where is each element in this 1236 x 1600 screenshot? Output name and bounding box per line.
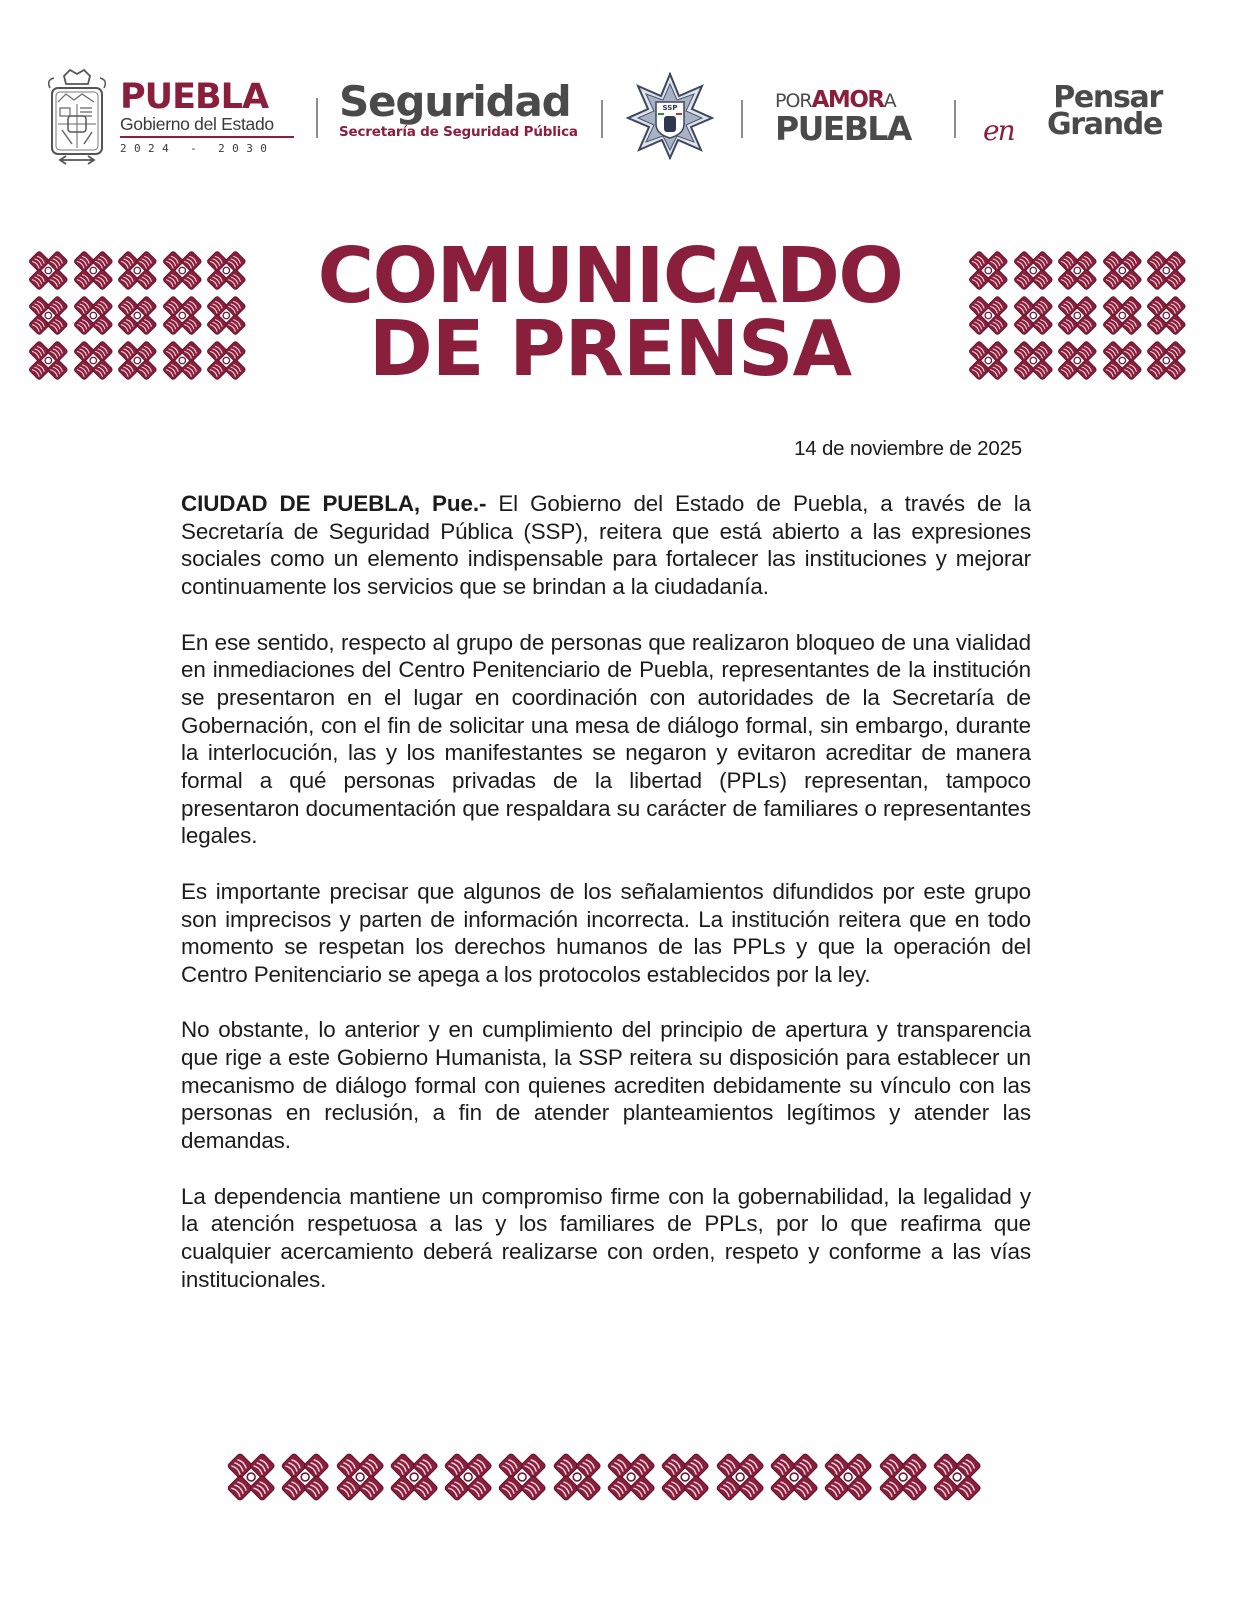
logo-a: A: [883, 90, 897, 112]
paragraph-2: En ese sentido, respecto al grupo de personas que realizaron bloqueo de una vialidad en inmediaciones del Centro Penitenciario de Puebla, representantes de la institución se presentaron en el lugar en coordinación con autoridades de la Secretaría de Gobernación, con el fin de solicitar una mesa de diálogo formal, sin embargo, durante la interlocución, las y los manifestantes se negaron y evitaron acreditar de manera formal a qué personas privadas de la libertad (PPLs) representan, tampoco presentaron documentación que respaldara su carácter de familiares o representantes legales.: [181, 629, 1031, 849]
seguridad-logo: [339, 77, 578, 140]
divider: [316, 98, 318, 138]
seguridad-subtitle: Secretaría de Seguridad Pública: [339, 124, 578, 140]
logo-rule: [120, 136, 294, 138]
embroidery-motif-icon: [115, 248, 160, 293]
title-line-2: DE PRENSA: [368, 305, 852, 394]
logo-subtitle: Gobierno del Estado: [120, 114, 274, 134]
embroidery-motif-icon: [1144, 338, 1189, 383]
embroidery-motif-icon: [26, 338, 71, 383]
embroidery-motif-icon: [821, 1449, 875, 1505]
divider: [954, 100, 956, 138]
embroidery-pattern-right: [966, 248, 1189, 383]
divider: [741, 100, 743, 138]
embroidery-motif-icon: [441, 1449, 495, 1505]
state-crest-icon: [44, 66, 110, 172]
embroidery-motif-icon: [71, 293, 116, 338]
embroidery-motif-icon: [1100, 293, 1145, 338]
dateline: CIUDAD DE PUEBLA, Pue.-: [181, 491, 487, 516]
title-line-1: COMUNICADO: [317, 232, 903, 321]
embroidery-motif-icon: [278, 1449, 332, 1505]
embroidery-motif-icon: [767, 1449, 821, 1505]
press-release-body: [181, 490, 1031, 1321]
embroidery-motif-icon: [1011, 248, 1056, 293]
seguridad-title: Seguridad: [339, 77, 571, 126]
embroidery-motif-icon: [71, 338, 116, 383]
embroidery-motif-icon: [1055, 293, 1100, 338]
embroidery-motif-icon: [204, 248, 249, 293]
embroidery-motif-icon: [1055, 338, 1100, 383]
embroidery-motif-icon: [333, 1449, 387, 1505]
puebla-government-logo: [120, 77, 294, 155]
embroidery-motif-icon: [930, 1449, 984, 1505]
logo-pensar: Pensar: [1053, 80, 1162, 115]
logo-grande: Grande: [1046, 107, 1162, 142]
embroidery-pattern-bottom: [224, 1449, 984, 1505]
svg-text:SSP: SSP: [662, 104, 678, 112]
embroidery-motif-icon: [1011, 338, 1056, 383]
police-star-badge-icon: [626, 72, 714, 160]
embroidery-motif-icon: [115, 338, 160, 383]
logo-amor: AMOR: [811, 87, 884, 113]
embroidery-motif-icon: [115, 293, 160, 338]
embroidery-motif-icon: [224, 1449, 278, 1505]
logo-title: PUEBLA: [120, 77, 269, 117]
embroidery-motif-icon: [1100, 248, 1145, 293]
embroidery-motif-icon: [1011, 293, 1056, 338]
embroidery-motif-icon: [1144, 293, 1189, 338]
embroidery-motif-icon: [550, 1449, 604, 1505]
logo-puebla: PUEBLA: [775, 109, 911, 148]
embroidery-pattern-left: [26, 248, 249, 383]
embroidery-motif-icon: [966, 248, 1011, 293]
divider: [601, 100, 603, 138]
embroidery-motif-icon: [204, 293, 249, 338]
por-amor-a-puebla-logo: [775, 87, 911, 148]
paragraph-4: No obstante, lo anterior y en cumplimiento del principio de apertura y transparencia que rige a este Gobierno Humanista, la SSP reitera su disposición para establecer un mecanismo de diálogo formal con quienes acrediten debidamente su vínculo con las personas en reclusión, a fin de atender planteamientos legítimos y atender las demandas.: [181, 1017, 1031, 1154]
logo-en: en: [983, 114, 1014, 147]
embroidery-motif-icon: [160, 248, 205, 293]
embroidery-motif-icon: [876, 1449, 930, 1505]
embroidery-motif-icon: [26, 293, 71, 338]
embroidery-motif-icon: [713, 1449, 767, 1505]
logo-years: 2024 - 2030: [120, 142, 275, 155]
page-title: [290, 232, 930, 394]
logo-por: POR: [775, 90, 812, 112]
embroidery-motif-icon: [71, 248, 116, 293]
embroidery-motif-icon: [1100, 338, 1145, 383]
embroidery-motif-icon: [160, 293, 205, 338]
release-date: 14 de noviembre de 2025: [794, 437, 1022, 460]
paragraph-text: El Gobierno del Estado de Puebla, a través de la Secretaría de Seguridad Pública (SSP), reitera que está abierto a las expresiones sociales como un elemento indispensable para fortalecer las instituciones y mejorar continuamente los servicios que se brindan a la ciudadanía.: [181, 491, 1031, 600]
paragraph-3: Es importante precisar que algunos de los señalamientos difundidos por este grupo son imprecisos y parten de información incorrecta. La institución reitera que en todo momento se respetan los derechos humanos de las PPLs y que la operación del Centro Penitenciario se apega a los protocolos establecidos por la ley.: [181, 878, 1031, 987]
embroidery-motif-icon: [658, 1449, 712, 1505]
embroidery-motif-icon: [26, 248, 71, 293]
embroidery-motif-icon: [966, 338, 1011, 383]
embroidery-motif-icon: [160, 338, 205, 383]
paragraph-1: [181, 490, 1031, 601]
header-logos: [40, 62, 1200, 177]
embroidery-motif-icon: [204, 338, 249, 383]
embroidery-motif-icon: [966, 293, 1011, 338]
embroidery-motif-icon: [495, 1449, 549, 1505]
paragraph-5: La dependencia mantiene un compromiso firme con la gobernabilidad, la legalidad y la atención respetuosa a las y los familiares de PPLs, por lo que reafirma que cualquier acercamiento deberá realizarse con orden, respeto y conforme a las vías institucionales.: [181, 1183, 1031, 1292]
embroidery-motif-icon: [387, 1449, 441, 1505]
embroidery-motif-icon: [1055, 248, 1100, 293]
pensar-en-grande-logo: [982, 80, 1162, 153]
embroidery-motif-icon: [1144, 248, 1189, 293]
embroidery-motif-icon: [604, 1449, 658, 1505]
